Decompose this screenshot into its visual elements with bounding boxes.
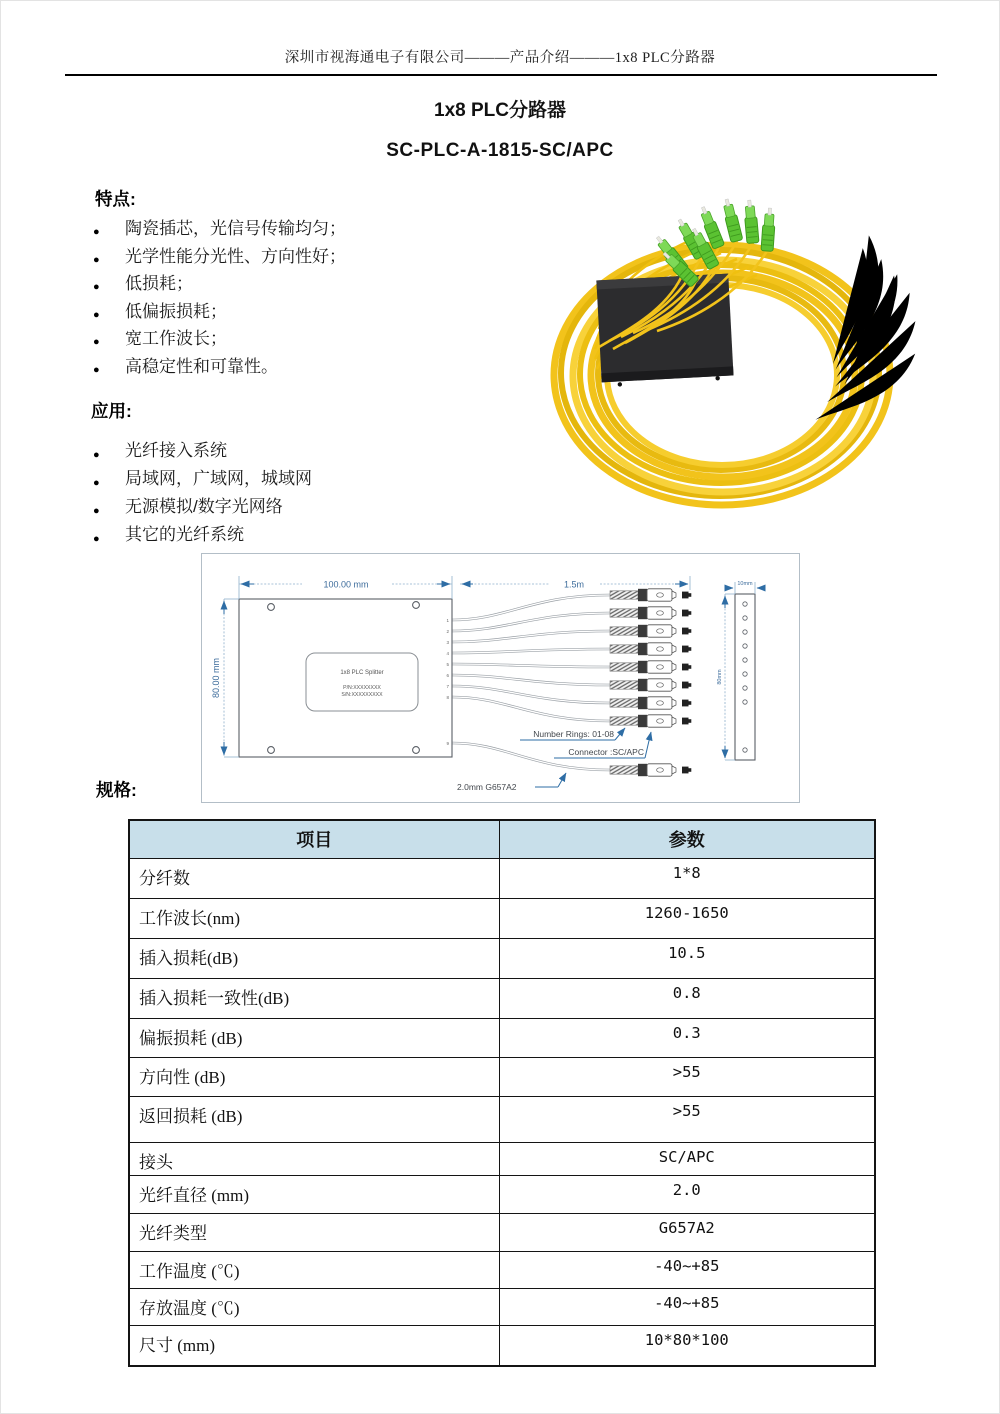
- svg-text:8: 8: [446, 695, 449, 700]
- spec-item-cell: 接头: [129, 1142, 499, 1175]
- side-width-label: 10mm: [737, 581, 753, 587]
- side-height-label: 80mm: [717, 669, 723, 685]
- table-row: [129, 1175, 875, 1213]
- feature-item: [93, 300, 523, 328]
- spec-param-cell: 10*80*100: [499, 1325, 875, 1366]
- bullet-icon: ●: [93, 363, 100, 376]
- callout-fiber-type: 2.0mm G657A2: [457, 782, 517, 792]
- application-item-text: 光纤接入系统: [125, 441, 227, 460]
- spec-param-cell: -40~+85: [499, 1251, 875, 1288]
- document-header-line: 深圳市视海通电子有限公司———产品介绍———1x8 PLC分路器: [284, 50, 716, 66]
- svg-text:2: 2: [446, 629, 449, 634]
- spec-param-cell: 0.3: [499, 1018, 875, 1057]
- applications-list: [93, 439, 523, 551]
- product-photo-drawing: [529, 179, 941, 513]
- svg-text:1: 1: [446, 618, 449, 623]
- table-row: [129, 1096, 875, 1142]
- spec-item-cell: 方向性 (dB): [129, 1057, 499, 1096]
- feature-item: [93, 272, 523, 300]
- spec-param-cell: 2.0: [499, 1175, 875, 1213]
- spec-param-cell: 1*8: [499, 858, 875, 898]
- feature-item: [93, 217, 523, 245]
- svg-text:3: 3: [446, 640, 449, 645]
- splitter-box-side-view: [735, 594, 755, 760]
- table-row: [129, 1325, 875, 1366]
- spec-item-cell: 工作温度 (℃): [129, 1251, 499, 1288]
- header-divider: [65, 74, 937, 76]
- spec-item-cell: 返回损耗 (dB): [129, 1096, 499, 1142]
- svg-text:6: 6: [446, 673, 449, 678]
- specs-heading: 规格:: [96, 780, 137, 800]
- spec-param-cell: >55: [499, 1057, 875, 1096]
- bullet-icon: ●: [93, 226, 100, 238]
- application-item: [93, 439, 523, 467]
- table-row: [129, 1251, 875, 1288]
- feature-item: [93, 327, 523, 355]
- feature-item-text: 高稳定性和可靠性。: [125, 356, 278, 376]
- spec-param-cell: SC/APC: [499, 1142, 875, 1175]
- technical-drawing-svg: [202, 554, 797, 800]
- application-item-text: 无源模拟/数字光网络: [125, 497, 283, 516]
- spec-param-cell: G657A2: [499, 1213, 875, 1251]
- bullet-icon: ●: [93, 449, 100, 461]
- svg-text:4: 4: [446, 651, 449, 656]
- table-row: [129, 1057, 875, 1096]
- dimension-width-label: 100.00 mm: [323, 579, 369, 590]
- callout-connector-type: Connector :SC/APC: [568, 747, 644, 757]
- spec-item-cell: 插入损耗一致性(dB): [129, 978, 499, 1018]
- spec-item-cell: 尺寸 (mm): [129, 1325, 499, 1366]
- feature-item: [93, 245, 523, 273]
- bullet-icon: ●: [93, 477, 100, 489]
- spec-item-cell: 存放温度 (℃): [129, 1288, 499, 1325]
- feature-item-text: 宽工作波长；: [125, 329, 227, 348]
- svg-text:9: 9: [446, 741, 449, 746]
- bullet-icon: ●: [93, 253, 100, 266]
- features-heading: 特点:: [95, 189, 136, 209]
- product-photo: [529, 179, 941, 513]
- bullet-icon: ●: [93, 533, 100, 545]
- features-list: [93, 217, 523, 382]
- application-item: [93, 467, 523, 495]
- application-item: [93, 495, 523, 523]
- box-label-pn: P/N:XXXXXXXX: [343, 685, 381, 691]
- spec-item-cell: 工作波长(nm): [129, 898, 499, 938]
- column-header-param: 参数: [499, 820, 875, 858]
- fiber-lines: [452, 595, 610, 770]
- spec-param-cell: 10.5: [499, 938, 875, 978]
- product-model: SC-PLC-A-1815-SC/APC: [386, 140, 614, 161]
- spec-item-cell: 光纤类型: [129, 1213, 499, 1251]
- bullet-icon: ●: [93, 308, 100, 321]
- box-label-sn: S/N:XXXXXXXXX: [341, 692, 383, 698]
- svg-text:5: 5: [446, 662, 449, 667]
- specs-table: [128, 819, 876, 1367]
- callout-annotations: [457, 728, 651, 792]
- feature-item: [93, 355, 523, 383]
- spec-item-cell: 插入损耗(dB): [129, 938, 499, 978]
- bullet-icon: ●: [93, 281, 100, 293]
- bullet-icon: ●: [93, 336, 100, 348]
- spec-param-cell: 1260-1650: [499, 898, 875, 938]
- table-row: [129, 1288, 875, 1325]
- bullet-icon: ●: [93, 505, 100, 517]
- table-row: [129, 1142, 875, 1175]
- table-row: [129, 1018, 875, 1057]
- page-title: 1x8 PLC分路器: [434, 100, 566, 121]
- table-header-row: [129, 820, 875, 858]
- spec-item-cell: 分纤数: [129, 858, 499, 898]
- spec-param-cell: -40~+85: [499, 1288, 875, 1325]
- feature-item-text: 低损耗；: [125, 274, 193, 293]
- table-row: [129, 898, 875, 938]
- table-row: [129, 1213, 875, 1251]
- table-row: [129, 938, 875, 978]
- feature-item-text: 陶瓷插芯，光信号传输均匀；: [125, 219, 346, 238]
- spec-item-cell: 光纤直径 (mm): [129, 1175, 499, 1213]
- feature-item-text: 低偏振损耗；: [125, 301, 227, 321]
- spec-item-cell: 偏振损耗 (dB): [129, 1018, 499, 1057]
- column-header-item: 项目: [129, 820, 499, 858]
- application-item: [93, 523, 523, 551]
- box-label-title: 1x8 PLC Splitter: [340, 670, 384, 676]
- technical-drawing: [201, 553, 800, 803]
- table-row: [129, 858, 875, 898]
- splitter-box-front-view: [239, 599, 452, 757]
- feature-item-text: 光学性能分光性、方向性好；: [125, 246, 346, 266]
- application-item-text: 局域网，广域网，城域网: [125, 469, 312, 488]
- applications-heading: 应用:: [91, 401, 132, 421]
- table-row: [129, 978, 875, 1018]
- application-item-text: 其它的光纤系统: [125, 525, 244, 544]
- svg-text:7: 7: [446, 684, 449, 689]
- dimension-length-label: 1.5m: [563, 579, 585, 590]
- spec-param-cell: 0.8: [499, 978, 875, 1018]
- callout-number-rings: Number Rings: 01-08: [533, 729, 614, 739]
- spec-param-cell: >55: [499, 1096, 875, 1142]
- dimension-height-label: 80.00 mm: [211, 657, 221, 699]
